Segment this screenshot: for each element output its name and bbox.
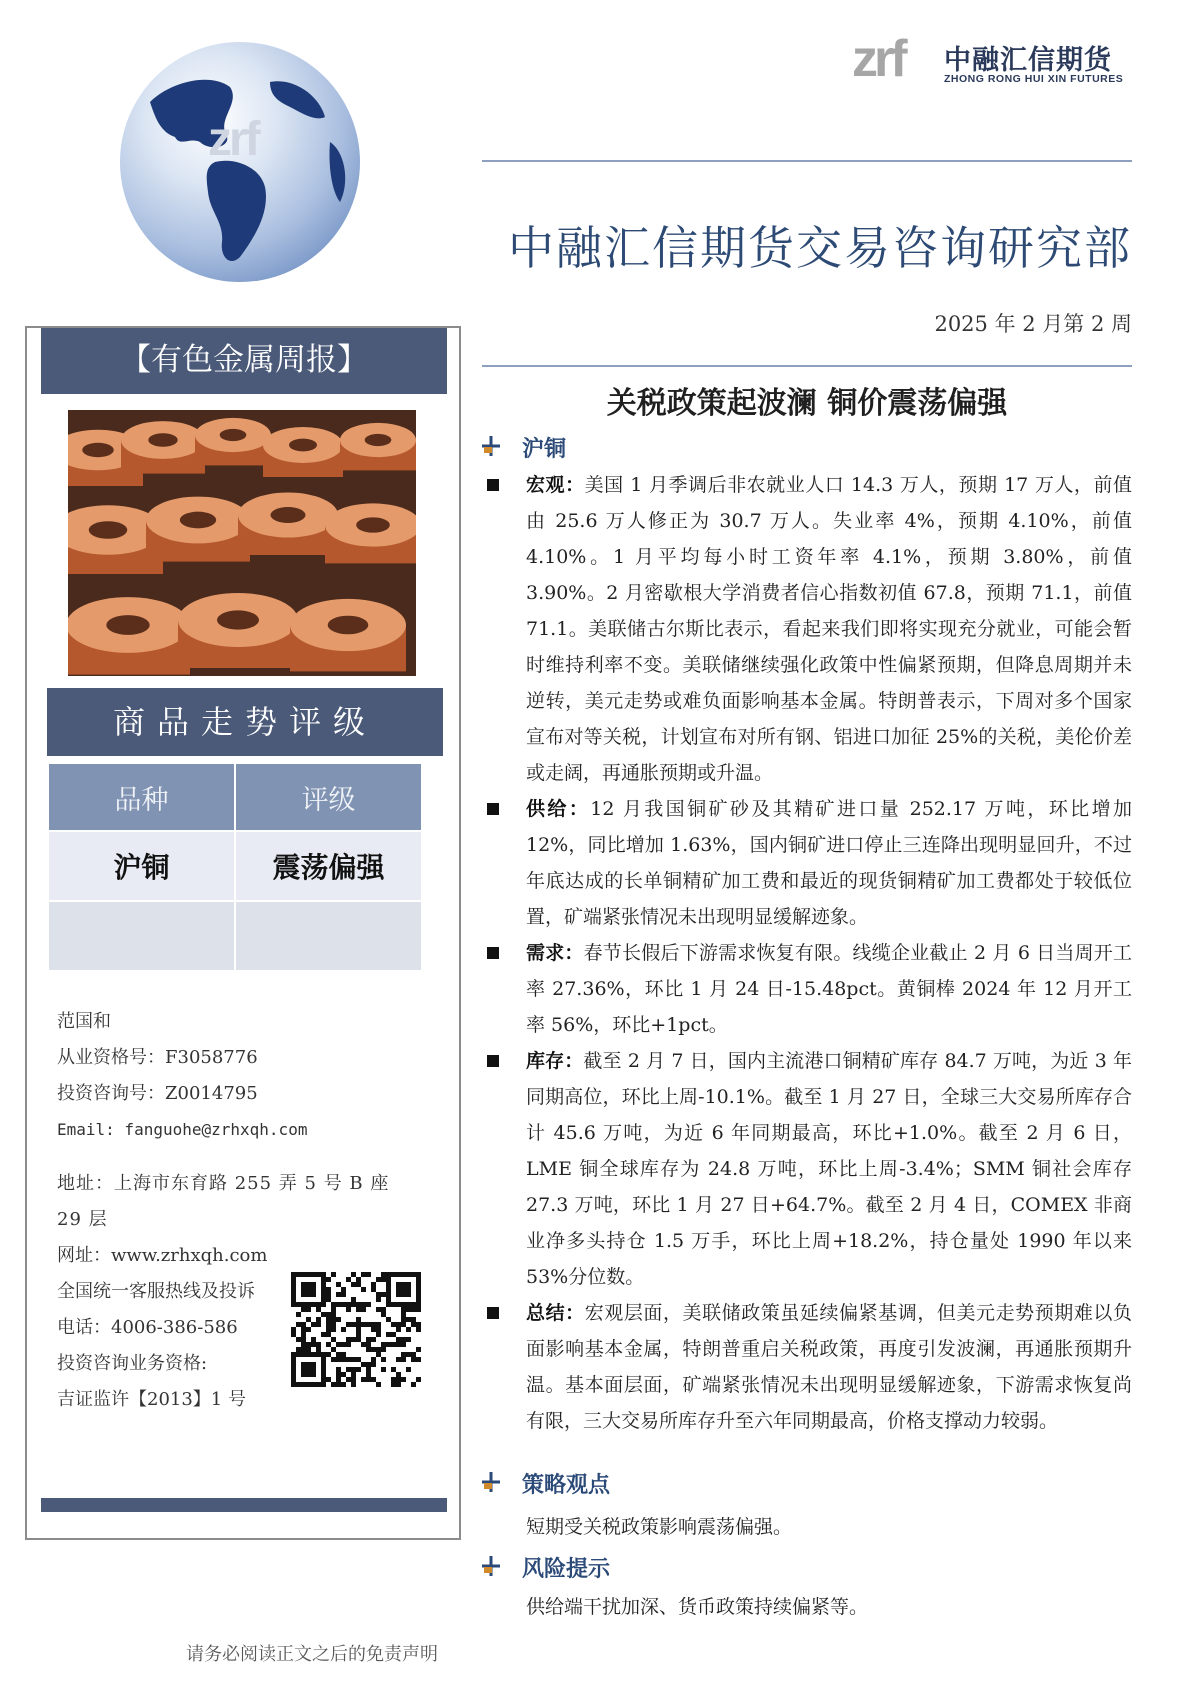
globe-mark: zrf xyxy=(208,113,258,166)
report-type-banner: 【有色金属周报】 xyxy=(41,328,447,394)
license-label: 投资咨询业务资格: xyxy=(57,1353,208,1374)
sidebar-footer-bar xyxy=(41,1498,447,1512)
rating-title: 商品走势评级 xyxy=(47,688,443,756)
copper-coils-photo xyxy=(68,410,416,676)
summary-paragraph: 总结：宏观层面，美联储政策虽延续偏紧基调，但美元走势预期难以负面影响基本金属，特朗普重启关税政策，再度引发波澜，再通胀预期升温。基本面层面，矿端紧张情况未出现明显缓解迹象，下游需求恢复尚有限，三大交易所库存升至六年同期最高，价格支撑动力较弱。 xyxy=(482,1295,1132,1439)
table-header-rating: 评级 xyxy=(236,764,421,830)
company-address: 地址：上海市东育路 255 弄 5 号 B 座 29 层 xyxy=(57,1173,390,1230)
brand-name-en: ZHONG RONG HUI XIN FUTURES xyxy=(944,73,1124,85)
diamond-bullet-icon xyxy=(482,1556,500,1576)
square-bullet-icon xyxy=(487,479,499,491)
report-week: 2025 年 2 月第 2 周 xyxy=(934,312,1132,336)
diamond-bullet-icon xyxy=(482,1472,500,1492)
globe-logo xyxy=(120,42,360,282)
strategy-text: 短期受关税政策影响震荡偏强。 xyxy=(526,1516,793,1538)
square-bullet-icon xyxy=(487,1307,499,1319)
qualification-number: 从业资格号：F3058776 xyxy=(57,1047,258,1068)
article-title: 关税政策起波澜 铜价震荡偏强 xyxy=(606,386,1008,421)
table-cell-empty xyxy=(236,902,421,970)
header-rule xyxy=(482,160,1132,162)
sidebar xyxy=(25,326,461,1540)
title-rule xyxy=(482,365,1132,367)
table-header-variety: 品种 xyxy=(49,764,234,830)
rating-table xyxy=(47,762,423,972)
square-bullet-icon xyxy=(487,1055,499,1067)
disclaimer-note: 请务必阅读正文之后的免责声明 xyxy=(186,1644,438,1665)
qr-code xyxy=(289,1270,423,1388)
square-bullet-icon xyxy=(487,947,499,959)
square-bullet-icon xyxy=(487,803,499,815)
risk-text: 供给端干扰加深、货币政策持续偏紧等。 xyxy=(526,1596,869,1618)
table-cell-rating: 震荡偏强 xyxy=(236,832,421,900)
table-cell-variety: 沪铜 xyxy=(49,832,234,900)
diamond-bullet-icon xyxy=(482,436,500,456)
brand-name-cn: 中融汇信期货 xyxy=(944,45,1112,76)
table-cell-empty xyxy=(49,902,234,970)
analyst-name: 范国和 xyxy=(57,1011,111,1032)
analyst-email[interactable]: Email: fanguohe@zrhxqh.com xyxy=(57,1120,308,1139)
company-website[interactable]: 网址：www.zrhxqh.com xyxy=(57,1245,268,1266)
consult-number: 投资咨询号：Z0014795 xyxy=(57,1083,258,1104)
brand-mark: zrf xyxy=(852,30,904,88)
hotline-number: 电话：4006-386-586 xyxy=(57,1317,238,1338)
department-title: 中融汇信期货交易咨询研究部 xyxy=(508,221,1132,275)
supply-paragraph: 供给：12 月我国铜矿砂及其精矿进口量 252.17 万吨，环比增加 12%，同比增加 1.63%，国内铜矿进口停止三连降出现明显回升，不过年底达成的长单铜精矿加工费和最近的现货铜精矿加工费都处于较低位置，矿端紧张情况未出现明显缓解迹象。 xyxy=(482,791,1132,935)
brand-logo xyxy=(852,28,1132,90)
demand-paragraph: 需求：春节长假后下游需求恢复有限。线缆企业截止 2 月 6 日当周开工率 27.36%，环比 1 月 24 日-15.48pct。黄铜棒 2024 年 12 月开工率 56%，环比+1pct。 xyxy=(482,935,1132,1043)
hotline-label: 全国统一客服热线及投诉 xyxy=(57,1281,255,1302)
inventory-paragraph: 库存：截至 2 月 7 日，国内主流港口铜精矿库存 84.7 万吨，为近 3 年同期高位，环比上周-10.1%。截至 1 月 27 日，全球三大交易所库存合计 45.6 万吨，为近 6 年同期最高，环比+1.0%。截至 2 月 6 日，LME 铜全球库存为 24.8 万吨，环比上周-3.4%；SMM 铜社会库存 27.3 万吨，环比 1 月 27 日+64.7%。截至 2 月 4 日，COMEX 非商业净多头持仓 1.5 万手，环比上周+18.2%，持仓量处 1990 年以来 53%分位数。 xyxy=(482,1043,1132,1295)
license-number: 吉证监许【2013】1 号 xyxy=(57,1389,246,1410)
macro-paragraph: 宏观：美国 1 月季调后非农就业人口 14.3 万人，预期 17 万人，前值由 25.6 万人修正为 30.7 万人。失业率 4%，预期 4.10%，前值 4.10%。1 月平均每小时工资年率 4.1%，预期 3.80%，前值 3.90%。2 月密歇根大学消费者信心指数初值 67.8，预期 71.1，前值 71.1。美联储古尔斯比表示，看起来我们即将实现充分就业，可能会暂时维持利率不变。美联储继续强化政策中性偏紧预期，但降息周期并未逆转，美元走势或难负面影响基本金属。特朗普表示，下周对多个国家宣布对等关税，计划宣布对所有钢、铝进口加征 25%的关税，美伦价差或走阔，再通胀预期或升温。 xyxy=(482,467,1132,791)
